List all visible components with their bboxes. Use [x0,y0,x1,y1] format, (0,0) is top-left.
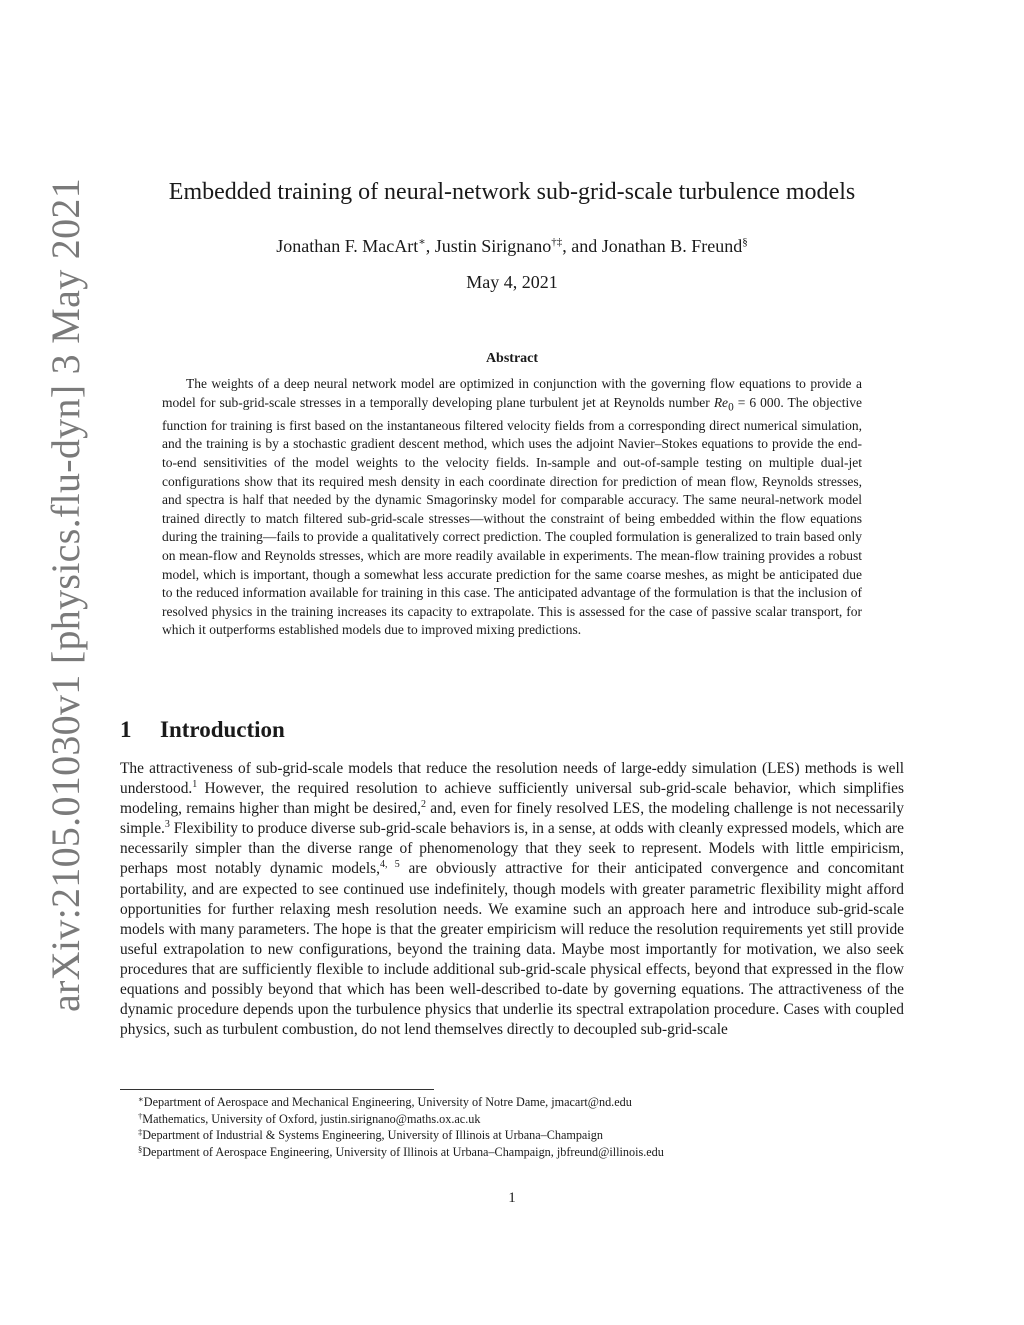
reynolds-number-value: = 6 000 [733,394,781,410]
citation-ref: 4, 5 [379,859,400,871]
paragraph-text: The attractiveness of sub-grid-scale models that reduce the resolution needs of large-eddy simulation (LES) methods is well understood. [120,760,904,798]
section-number: 1 [120,717,132,742]
paragraph-text: Flexibility to produce diverse sub-grid-scale behaviors is, in a sense, at odds with cleanly expressed models, which are necessarily simpler than the diverse range of phenomenology that they seek to represent. Models with little empiricism, perhaps most notably dynamic models, [120,820,904,878]
reynolds-number-subscript: 0 [728,401,734,414]
author-separator: , and [562,236,602,256]
footnote-divider [120,1089,434,1090]
author-list [120,229,904,259]
abstract-text [162,375,862,640]
paper-title: Embedded training of neural-network sub-grid-scale turbulence models [168,179,856,205]
author-footnote-mark: § [742,236,748,248]
abstract-text-part: . The objective function for training is first based on the instantaneous filtered velocity fields from a corresponding direct numerical simulation, and the training is by a stochastic gradient descent method, which uses the adjoint Navier–Stokes equations to provide the end-to-end sensitivities of the model weights to the velocity fields. In-sample and out-of-sample testing on multiple dual-jet configurations show that its required mesh density in each coordinate direction for prediction of mean flow, Reynolds stresses, and spectra is half that needed by the dynamic Smagorinsky model for comparable accuracy. The same neural-network model trained directly to match filtered sub-grid-scale stresses—without the constraint of being embedded within the flow equations during the training—fails to provide a qualitatively correct prediction. The coupled formulation is generalized to train based only on mean-flow and Reynolds stresses, which are more readily available in experiments. The mean-flow training provides a robust model, which is important, though a somewhat less accurate prediction for the same coarse meshes, as might be anticipated due to the reduced information available for training in this case. The anticipated advantage of the formulation is that the inclusion of resolved physics in the training increases its capacity to extrapolate. This is assessed for the case of passive scalar transport, for which it outperforms established models due to improved mixing predictions. [162,394,862,638]
footnote [138,1111,898,1128]
footnote-text: Mathematics, University of Oxford, justin.sirignano@maths.ox.ac.uk [142,1111,481,1126]
footnote-mark: ∗ [138,1094,144,1104]
section-heading [120,714,285,746]
paragraph-text: and, even for finely resolved LES, the modeling challenge is not necessarily simple. [120,800,904,838]
footnotes [138,1094,898,1160]
footnote [138,1094,898,1111]
footnote-mark: § [138,1143,143,1154]
footnote [138,1127,898,1144]
footnote-text: Department of Industrial & Systems Engineering, University of Illinois at Urbana–Champaign [142,1128,603,1142]
footnote-text: Department of Aerospace Engineering, University of Illinois at Urbana–Champaign, jbfreund@illinois.edu [142,1144,664,1159]
publication-date: May 4, 2021 [466,272,558,292]
author-footnote-mark: ∗ [418,236,426,248]
citation-ref: 2 [421,799,426,811]
footnote [138,1144,898,1161]
abstract-text-part: The weights of a deep neural network model are optimized in conjunction with the governing flow equations to provide a model for sub-grid-scale stresses in a temporally developing plane turbulent jet at Reynolds number [162,376,862,410]
citation-ref: 1 [192,779,198,791]
arxiv-identifier-stamp: arXiv:2105.01030v1 [physics.flu-dyn] 3 May 2021 [43,177,88,1012]
reynolds-number-symbol: Re [713,394,729,410]
page-number: 1 [508,1190,516,1206]
author-footnote-mark: †‡ [551,236,563,248]
abstract-heading: Abstract [485,351,539,366]
author-name: Jonathan F. MacArt [276,236,419,256]
paragraph-text: are obviously attractive for their anticipated convergence and concomitant portability, and are expected to see continued use indefinitely, though models with greater parametric flexibility might afford opportunities for further relaxing mesh resolution needs. We examine such an approach here and introduce sub-grid-scale models with many parameters. The hope is that the greater empiricism will reduce the resolution requirements yet still provide useful extrapolation to new configurations, beyond the training data. Maybe most importantly for motivation, we also seek procedures that are sufficiently flexible to include additional sub-grid-scale physical effects, beyond that expressed in the flow equations and possibly beyond that which has been well-described to-date by governing equations. The attractiveness of the dynamic procedure depends upon the turbulence physics that underlie its spectral extrapolation procedure. Cases with coupled physics, such as turbulent combustion, do not lend themselves directly to decoupled sub-grid-scale [120,860,905,1039]
footnote-text: Department of Aerospace and Mechanical Engineering, University of Notre Dame, jmacart@nd.edu [143,1095,632,1109]
footnote-mark: ‡ [138,1127,143,1137]
author-name: Jonathan B. Freund [601,236,743,256]
author-name: Justin Sirignano [434,236,552,256]
introduction-paragraph [120,759,904,1040]
section-title: Introduction [160,717,285,742]
citation-ref: 3 [164,819,170,831]
paragraph-text: However, the required resolution to achieve sufficiently universal sub-grid-scale behavior, which simplifies modeling, remains higher than might be desired, [120,780,904,818]
footnote-mark: † [138,1110,143,1121]
author-separator: , [425,236,435,256]
